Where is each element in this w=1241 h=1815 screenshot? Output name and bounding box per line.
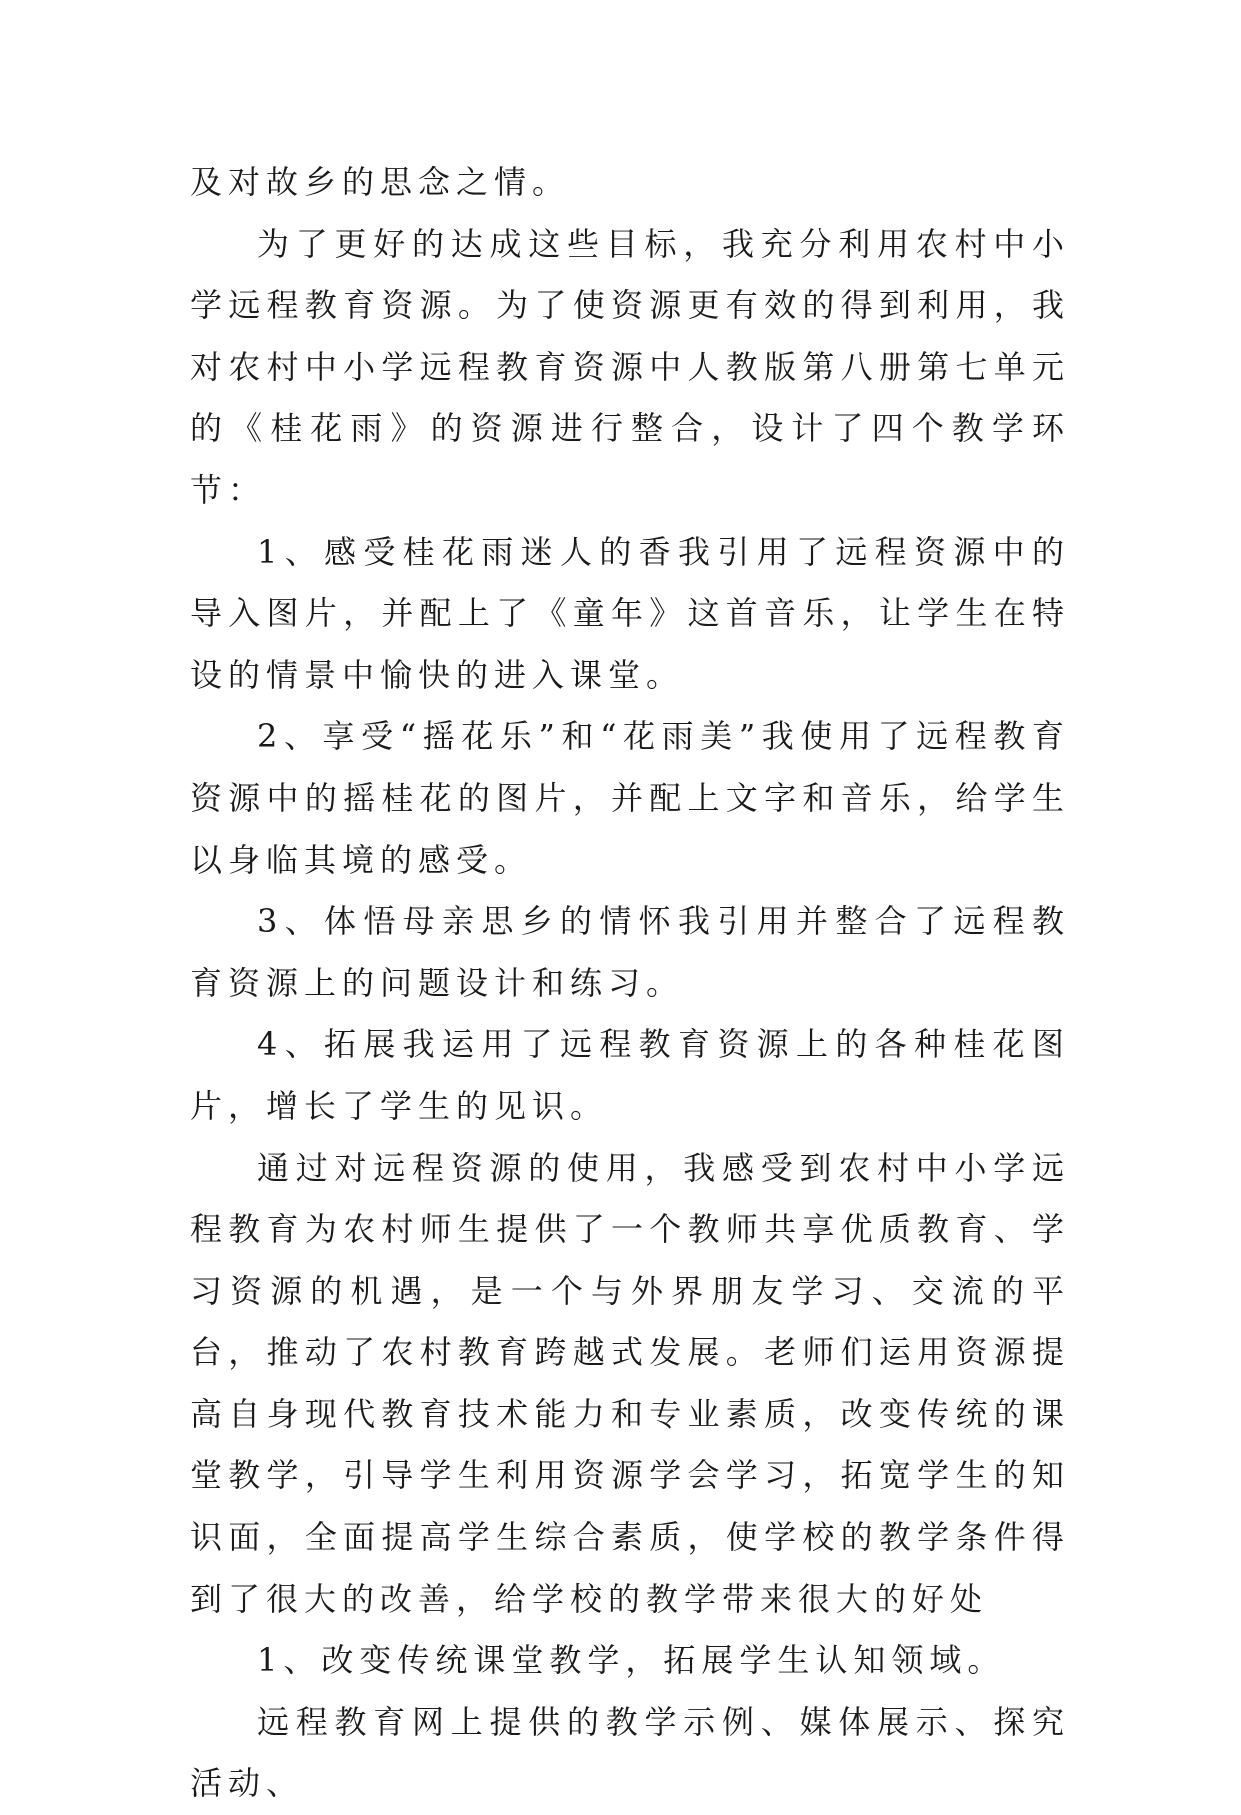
paragraph-4: 2、享受“摇花乐”和“花雨美”我使用了远程教育资源中的摇桂花的图片，并配上文字和音乐，给学生以身临其境的感受。 bbox=[190, 717, 1070, 879]
paragraph-3: 1、感受桂花雨迷人的香我引用了远程资源中的导入图片，并配上了《童年》这首音乐，让学生在特设的情景中愉快的进入课堂。 bbox=[190, 532, 1070, 694]
document-page bbox=[190, 152, 1070, 1815]
paragraph-6: 4、拓展我运用了远程教育资源上的各种桂花图片，增长了学生的见识。 bbox=[190, 1025, 1070, 1125]
paragraph-8: 1、改变传统课堂教学，拓展学生认知领域。 bbox=[257, 1641, 1006, 1680]
paragraph-9: 远程教育网上提供的教学示例、媒体展示、探究活动、 bbox=[190, 1702, 1070, 1803]
paragraph-1: 及对故乡的思念之情。 bbox=[190, 163, 571, 201]
paragraph-7: 通过对远程资源的使用，我感受到农村中小学远程教育为农村师生提供了一个教师共享优质教育、学习资源的机遇，是一个与外界朋友学习、交流的平台，推动了农村教育跨越式发展。老师们运用资源提高自身现代教育技术能力和专业素质，改变传统的课堂教学，引导学生利用资源学会学习，拓宽学生的知识面，全面提高学生综合素质，使学校的教学条件得到了很大的改善，给学校的教学带来很大的好处 bbox=[190, 1148, 1070, 1618]
paragraph-5: 3、体悟母亲思乡的情怀我引用并整合了远程教育资源上的问题设计和练习。 bbox=[190, 902, 1070, 1002]
paragraph-2: 为了更好的达成这些目标，我充分利用农村中小学远程教育资源。为了使资源更有效的得到利用，我对农村中小学远程教育资源中人教版第八册第七单元的《桂花雨》的资源进行整合，设计了四个教学环节： bbox=[190, 224, 1070, 509]
